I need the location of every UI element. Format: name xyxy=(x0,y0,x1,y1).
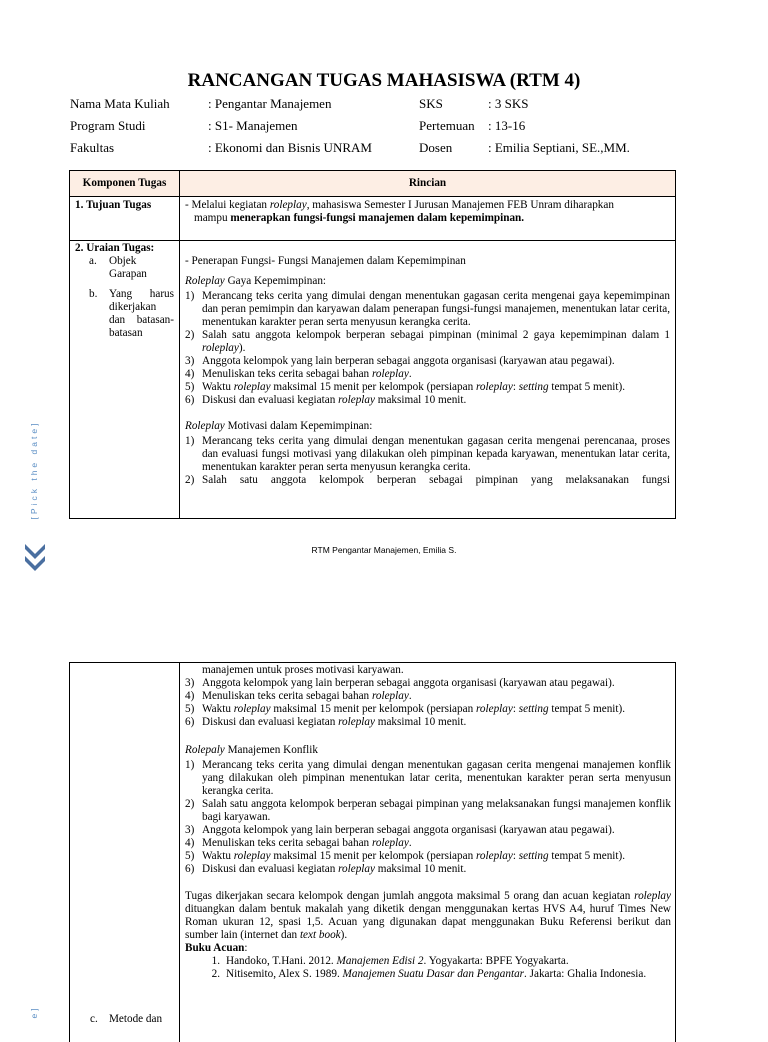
page-footer: RTM Pengantar Manajemen, Emilia S. xyxy=(311,545,457,555)
table-header-row xyxy=(70,171,676,197)
list-item: 4) Menuliskan teks cerita sebagai bahan roleplay. xyxy=(185,837,412,849)
course-name-value: : Pengantar Manajemen xyxy=(208,96,332,111)
reference-list xyxy=(185,955,671,981)
description-label-cell xyxy=(70,241,180,519)
list-item: 6) Diskusi dan evaluasi kegiatan roleplay maksimal 10 menit. xyxy=(185,716,467,728)
program-value: : S1- Manajemen xyxy=(208,118,298,133)
meeting-value: : 13-16 xyxy=(488,118,526,133)
faculty-value: : Ekonomi dan Bisnis UNRAM xyxy=(208,140,372,155)
method-label: c. Metode dan xyxy=(90,1013,163,1025)
list-item: 4) Menuliskan teks cerita sebagai bahan roleplay. xyxy=(185,690,412,702)
lecturer-label: Dosen xyxy=(419,140,453,155)
list-item: 1. Handoko, T.Hani. 2012. Manajemen Edisi 2. Yogyakarta: BPFE Yogyakarta. xyxy=(211,955,569,967)
table-row-objective xyxy=(70,197,676,241)
sks-label: SKS xyxy=(419,96,443,111)
task-table-continued xyxy=(69,662,676,1042)
topic-line: - Penerapan Fungsi- Fungsi Manajemen dalam Kepemimpinan xyxy=(185,255,466,267)
section-leadership-style: Roleplay Gaya Kepemimpinan: xyxy=(185,275,327,287)
double-chevron-down-icon xyxy=(22,540,48,576)
list-item: 5) Waktu roleplay maksimal 15 menit per kelompok (persiapan roleplay: setting tempat 5 menit). xyxy=(185,381,626,393)
list-item: b. Yang harus dikerjakan dan batasan-batasan xyxy=(89,288,174,339)
description-text xyxy=(180,241,676,519)
list-item: a. Objek Garapan xyxy=(89,255,147,280)
objective-label: 1. Tujuan Tugas xyxy=(70,197,180,241)
list-item: 2. Nitisemito, Alex S. 1989. Manajemen Suatu Dasar dan Pengantar. Jakarta: Ghalia Indonesia. xyxy=(211,968,647,980)
list-item: 5) Waktu roleplay maksimal 15 menit per kelompok (persiapan roleplay: setting tempat 5 menit). xyxy=(185,850,626,862)
list-item: 5) Waktu roleplay maksimal 15 menit per kelompok (persiapan roleplay: setting tempat 5 menit). xyxy=(185,703,626,715)
list-item: 4) Menuliskan teks cerita sebagai bahan roleplay. xyxy=(185,368,412,380)
section-motivation: Roleplay Motivasi dalam Kepemimpinan: xyxy=(185,420,373,432)
list-item: 2) Salah satu anggota kelompok berperan sebagai pimpinan (minimal 2 gaya kepemimpinan dalam 1 roleplay). xyxy=(185,329,670,354)
reference-heading: Buku Acuan: xyxy=(185,942,248,954)
objective-text: - Melalui kegiatan roleplay, mahasiswa Semester I Jurusan Manajemen FEB Unram diharapkan mampu menerapkan fungsi-fungsi manajemen dalam kepemimpinan. xyxy=(180,197,676,241)
list-item: 1) Merancang teks cerita yang dimulai dengan menentukan gagasan cerita mengenai manajemen konflik yang dilakukan oleh pimpinan menentukan latar cerita, menentukan karakter peran serta menyusun kerangka cerita. xyxy=(185,759,671,797)
section-conflict: Rolepaly Manajemen Konflik xyxy=(185,744,318,756)
header-component: Komponen Tugas xyxy=(70,171,180,197)
task-instructions: Tugas dikerjakan secara kelompok dengan jumlah anggota maksimal 5 orang dan acuan kegiatan roleplay dituangkan dalam bentuk makalah yang diketik dengan menggunakan kertas HVS A4, huruf Times New Roman ukuran 12, spasi 1,5. Acuan yang digunakan dapat menggunakan Buku Referensi berikut dan sumber lain (internet dan text book). xyxy=(185,890,671,941)
list-item: 3) Anggota kelompok yang lain berperan sebagai anggota organisasi (karyawan atau pegawai). xyxy=(185,824,615,836)
program-label: Program Studi xyxy=(70,118,146,133)
list-item: 1) Merancang teks cerita yang dimulai dengan menentukan gagasan cerita mengenai perencanaa, proses dan evaluasi fungsi motivasi yang dilakukan oleh pimpinan kepada karyawan, menentukan latar cerita, menentukan karakter peran serta menyusun kerangka cerita. xyxy=(185,435,670,473)
list-item: 6) Diskusi dan evaluasi kegiatan roleplay maksimal 10 menit. xyxy=(185,394,467,406)
document-title: RANCANGAN TUGAS MAHASISWA (RTM 4) xyxy=(187,70,581,91)
sks-value: : 3 SKS xyxy=(488,96,529,111)
list-item: 6) Diskusi dan evaluasi kegiatan roleplay maksimal 10 menit. xyxy=(185,863,467,875)
description-label: 2. Uraian Tugas: xyxy=(75,242,155,254)
list-item: 3) Anggota kelompok yang lain berperan sebagai anggota organisasi (karyawan atau pegawai). xyxy=(185,677,615,689)
faculty-label: Fakultas xyxy=(70,140,115,155)
leadership-style-steps xyxy=(185,290,670,407)
meeting-label: Pertemuan xyxy=(419,118,475,133)
lecturer-value: : Emilia Septiani, SE.,MM. xyxy=(488,140,630,155)
list-item: manajemen untuk proses motivasi karyawan. xyxy=(202,664,404,676)
list-item: 3) Anggota kelompok yang lain berperan sebagai anggota organisasi (karyawan atau pegawai). xyxy=(185,355,615,367)
list-item: 2) Salah satu anggota kelompok berperan sebagai pimpinan yang melaksanakan fungsi manajemen konflik bagi karyawan. xyxy=(185,798,671,823)
motivation-steps xyxy=(185,435,670,487)
conflict-steps xyxy=(185,759,671,876)
description-sublist xyxy=(75,255,174,340)
date-placeholder[interactable]: [Pick the date] xyxy=(29,420,39,520)
list-item: 2) Salah satu anggota kelompok berperan sebagai pimpinan yang melaksanakan fungsi xyxy=(185,474,670,486)
task-table xyxy=(69,170,676,519)
motivation-steps-continued xyxy=(185,664,671,729)
continued-detail xyxy=(185,663,671,981)
list-item: 1) Merancang teks cerita yang dimulai dengan menentukan gagasan cerita mengenai gaya kepemimpinan dan peran pemimpin dan karyawan dalam penerapan fungsi-fungsi manajemen, menentukan latar cerita, menentukan karakter peran serta menyusun kerangka cerita. xyxy=(185,290,670,328)
table-row-description xyxy=(70,241,676,519)
header-detail: Rincian xyxy=(180,171,676,197)
date-placeholder-fragment: e] xyxy=(29,1005,39,1019)
course-name-label: Nama Mata Kuliah xyxy=(70,96,170,111)
